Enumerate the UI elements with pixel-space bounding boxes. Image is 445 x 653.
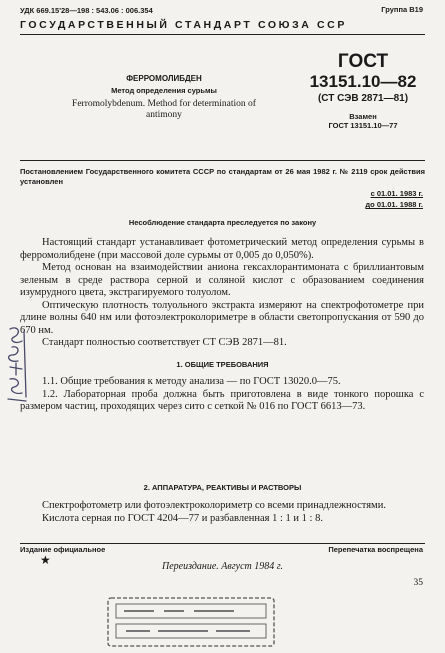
subtitle-russian: Метод определения сурьмы xyxy=(111,86,217,95)
page-number: 35 xyxy=(413,578,423,588)
section-1-title: 1. ОБЩИЕ ТРЕБОВАНИЯ xyxy=(176,360,269,369)
replaces-standard: ГОСТ 13151.10—77 xyxy=(328,121,398,130)
section-1-paragraph: 1.2. Лабораторная проба должна быть приготовлена в виде тонкого порошка с размером частиц, проходящих через сито с сеткой № 016 по ГОСТ 6613—73. xyxy=(20,388,424,412)
section-1-paragraph: 1.1. Общие требования к методу анализа — по ГОСТ 13020.0—75. xyxy=(42,376,341,387)
group-code: Группа В19 xyxy=(381,5,423,14)
replaces-label: Взамен xyxy=(349,112,377,121)
decree-text: Постановлением Государственного комитета СССР по стандартам от 26 мая 1982 г. № 2119 срок действия установлен xyxy=(20,167,425,186)
official-edition-label: Издание официальное xyxy=(20,545,106,554)
middle-rule xyxy=(20,160,425,161)
section-2-paragraph: Кислота серная по ГОСТ 4204—77 и разбавленная 1 : 1 и 1 : 8. xyxy=(42,512,323,524)
reprint-ban-label: Перепечатка воспрещена xyxy=(328,545,423,554)
intro-paragraph: Настоящий стандарт устанавливает фотометрический метод определения сурьмы в ферромолибдене (при массовой доле сурьмы от 0,005 до 0,050%). xyxy=(20,237,424,261)
intro-paragraph: Оптическую плотность толуольного экстракта измеряют на спектрофотометре при длине волны 640 нм или фотоэлектроколориметре в области светопропускания от 590 до 670 нм. xyxy=(20,299,424,336)
replaces-block xyxy=(303,112,423,130)
standard-banner: ГОСУДАРСТВЕННЫЙ СТАНДАРТ СОЮЗА ССР xyxy=(20,19,347,31)
reissue-note: Переиздание. Август 1984 г. xyxy=(161,561,284,572)
intro-paragraph: Стандарт полностью соответствует СТ СЭВ 2871—81. xyxy=(42,337,287,348)
intro-section xyxy=(20,237,424,350)
law-notice: Несоблюдение стандарта преследуется по закону xyxy=(128,218,317,227)
handwritten-note-icon xyxy=(4,323,30,405)
footer-rule xyxy=(20,543,425,544)
date-to: до 01.01. 1988 г. xyxy=(365,200,423,209)
date-from: с 01.01. 1983 г. xyxy=(370,189,423,198)
section-2-title: 2. АППАРАТУРА, РЕАКТИВЫ И РАСТВОРЫ xyxy=(143,483,302,492)
section-1-body xyxy=(20,376,424,414)
section-2-paragraph: Спектрофотометр или фотоэлектроколориметр со всеми принадлежностями. xyxy=(42,500,386,511)
title-english: Ferromolybdenum. Method for determination of antimony xyxy=(72,99,256,120)
validity-dates xyxy=(365,188,423,210)
gost-block xyxy=(303,52,423,130)
top-rule xyxy=(20,34,425,35)
intro-paragraph: Метод основан на взаимодействии аниона гексахлорантимоната с бриллиантовым зеленым в среде раствора серной и соляной кислот с образованием соединения изумрудного цвета, экстрагируемого толуолом. xyxy=(20,262,424,298)
st-sev-number: (СТ СЭВ 2871—81) xyxy=(317,93,409,104)
gost-number: 13151.10—82 xyxy=(309,72,417,91)
section-2-body xyxy=(20,500,424,525)
title-russian: ФЕРРОМОЛИБДЕН xyxy=(126,74,202,83)
library-stamp-icon xyxy=(106,594,276,650)
star-icon: ★ xyxy=(40,553,51,567)
udk-code: УДК 669.15'28—198 : 543.06 : 006.354 xyxy=(20,6,153,15)
gost-label: ГОСТ xyxy=(337,51,389,72)
